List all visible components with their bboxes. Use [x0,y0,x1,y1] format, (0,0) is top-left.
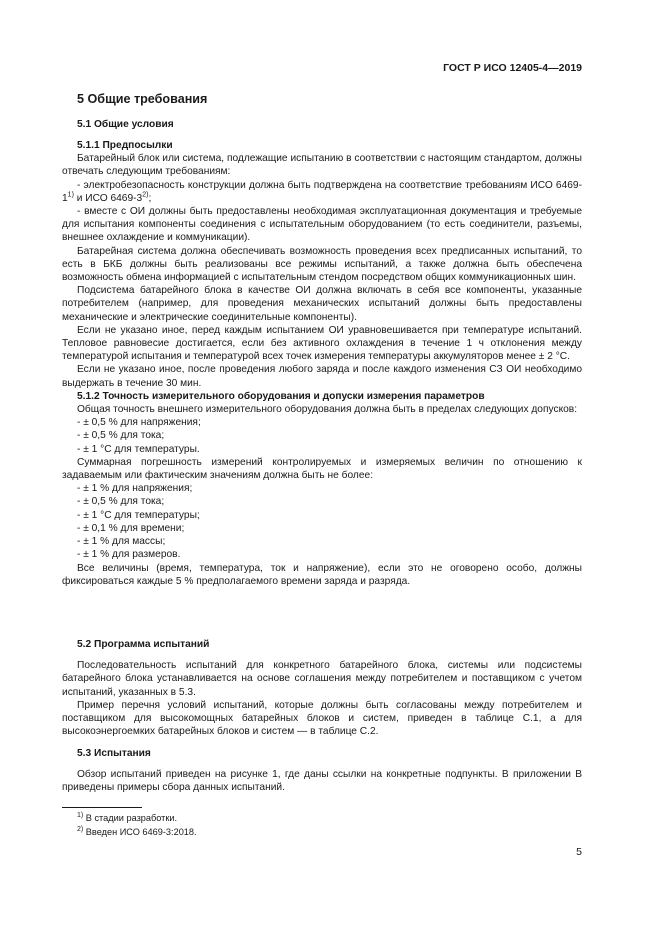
paragraph: Пример перечня условий испытаний, которые должны быть согласованы между потребителем и поставщиком для высокомощных батарейных блоков и систем, приведен в таблице С.1, а для высокоэнергоемких батарейных блоков и систем — в таблице С.2. [62,699,582,738]
page-number: 5 [576,846,582,858]
subsection-title-5-1: 5.1 Общие условия [77,119,174,130]
section-5-2 [62,638,582,738]
footnote-separator [62,807,142,808]
subsection-title-5-1-1: 5.1.1 Предпосылки [77,140,173,151]
paragraph: Подсистема батарейного блока в качестве ОИ должна включать в себя все компоненты, указанные потребителем (например, для проведения механических испытаний должны быть предоставлены механические и электрические соединительные компоненты). [62,285,582,323]
list-item: - ± 0,5 % для тока; [77,496,165,508]
list-item: - ± 0,1 % для времени; [77,522,185,534]
list-item: - вместе с ОИ должны быть предоставлены необходимая эксплуатационная документация и требуемые для испытания компоненты соединения с испытательным оборудованием (то есть соединители, разъемы, внешнее охлаждение и коммуникации). [62,206,582,244]
paragraph: Последовательность испытаний для конкретного батарейного блока, системы или подсистемы батарейного блока устанавливается на основе соглашения между потребителем и поставщиком с учетом испытаний, указанных в 5.3. [62,660,582,698]
paragraph: Батарейная система должна обеспечивать возможность проведения всех предписанных испытаний, то есть в БКБ должны быть реализованы все режимы испытаний, а также должна быть обеспечена возможность обмена информацией с испытательным стендом посредством общих коммуникационных шин. [62,245,582,284]
paragraph: Все величины (время, температура, ток и напряжение), если это не оговорено особо, должны фиксироваться каждые 5 % предполагаемого времени заряда и разряда. [62,562,582,587]
footnote: $^{2)}$ Введен ИСО 6469-3:2018. [77,825,197,837]
footnote: $^{1)}$ В стадии разработки. [77,811,178,823]
list-item: - ± 1 % для размеров. [77,549,181,561]
list-item: - ± 1 % для напряжения; [77,483,193,495]
list-item: - ± 1 °С для температуры. [77,443,200,455]
paragraph: Общая точность внешнего измерительного оборудования должна быть в пределах следующих допусков: [77,404,578,416]
list-item: - ± 1 °С для температуры; [77,509,200,521]
list-item: - электробезопасность конструкции должна быть подтверждена на соответствие требованиям ИСО 6469-1$^{1)}$ и ИСО 6469-3$^{2)}$; [62,179,582,204]
paragraph: Батарейный блок или система, подлежащие испытанию в соответствии с настоящим стандартом, должны отвечать следующим требованиям: [62,153,582,178]
list-item: - ± 1 % для массы; [77,536,166,548]
subsection-title-5-3: 5.3 Испытания [77,748,151,759]
document-header: ГОСТ Р ИСО 12405-4—2019 [443,62,582,74]
section-5-1-1 [62,139,582,588]
subsection-title-5-1-2: 5.1.2 Точность измерительного оборудования и допуски измерения параметров [77,390,485,402]
list-item: - ± 0,5 % для тока; [77,430,165,442]
section-5-3 [62,747,582,795]
section-title: 5 Общие требования [77,92,208,106]
subsection-title-5-2: 5.2 Программа испытаний [77,639,210,650]
paragraph: Если не указано иное, перед каждым испытанием ОИ уравновешивается при температуре испытаний. Тепловое равновесие достигается, если без активного охлаждения в течение 1 ч отклонения между температурой испытания и температурой всех точек измерения температуры аккумуляторов менее ± 2 °С. [62,324,582,363]
paragraph: Обзор испытаний приведен на рисунке 1, где даны ссылки на конкретные подпункты. В приложении В приведены примеры сбора данных испытаний. [62,769,582,794]
section-5-1 [62,118,582,131]
list-item: - ± 0,5 % для напряжения; [77,417,201,429]
paragraph: Если не указано иное, после проведения любого заряда и после каждого изменения СЗ ОИ необходимо выдержать в течение 30 мин. [62,364,582,389]
paragraph: Суммарная погрешность измерений контролируемых и измеряемых величин по отношению к задаваемым или фактическим значениям должна быть не более: [62,456,582,482]
